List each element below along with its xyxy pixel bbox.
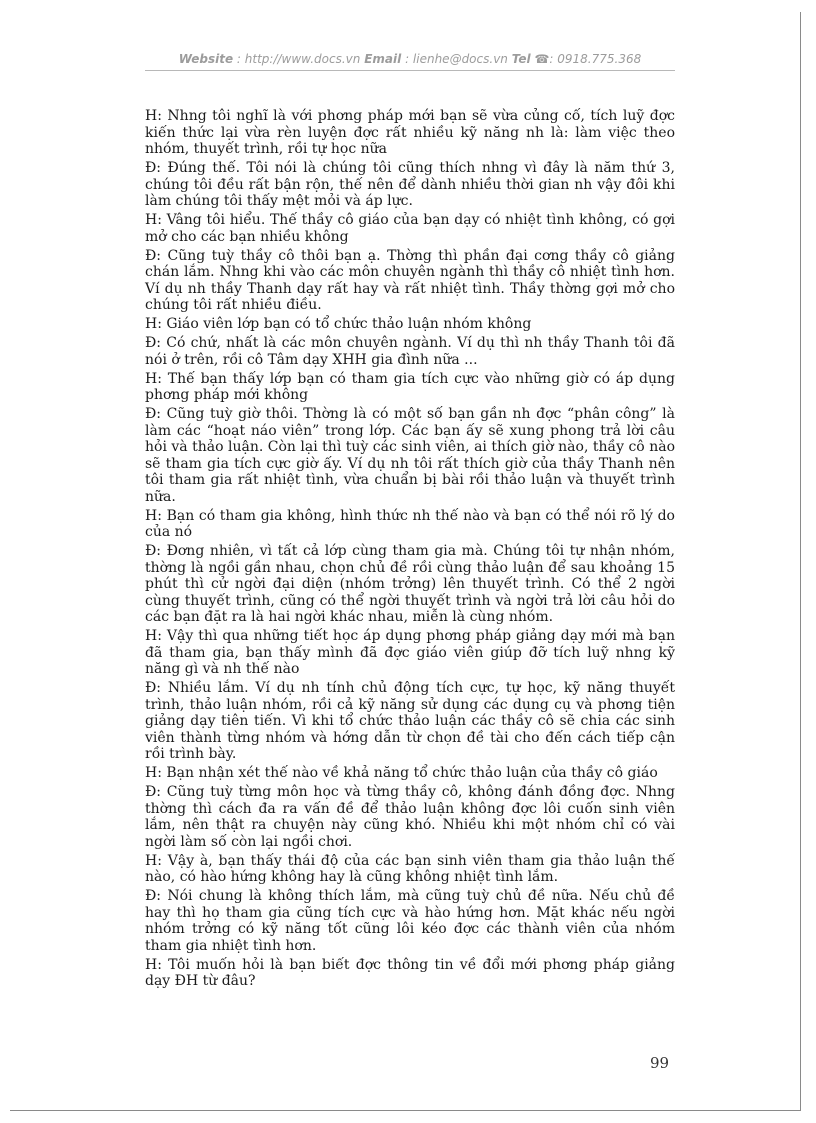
page-header [145,52,675,66]
email-address[interactable]: : lienhe@docs.vn [405,52,508,66]
paragraph: H: Bạn có tham gia không, hình thức nh thế nào và bạn có thể nói rõ lý do của nó [145,507,675,540]
paragraph: H: Vậy à, bạn thấy thái độ của các bạn sinh viên tham gia thảo luận thế nào, có hào hứng không hay là cũng không nhiệt tình lắm. [145,852,675,885]
paragraph: Đ: Nhiều lắm. Ví dụ nh tính chủ động tích cực, tự học, kỹ năng thuyết trình, thảo luận nhóm, rồi cả kỹ năng sử dụng các dụng cụ và phơng tiện giảng dạy tiên tiến. Vì khi tổ chức thảo luận các thầy cô sẽ chia các sinh viên thành từng nhóm và hớng dẫn từ chọn đề tài cho đến cách tiếp cận rồi trình bày. [145,680,675,762]
document-body [145,108,675,992]
paragraph: Đ: Cũng tuỳ từng môn học và từng thầy cô, không đánh đồng đợc. Nhng thờng thì cách đa ra vấn đề để thảo luận không đợc lôi cuốn sinh viên lắm, nên thật ra chuyện này cũng khó. Nhiều khi một nhóm chỉ có vài ngời làm số còn lại ngồi chơi. [145,784,675,850]
paragraph: H: Nhng tôi nghĩ là với phơng pháp mới bạn sẽ vừa củng cố, tích luỹ đợc kiến thức lại vừa rèn luyện đợc rất nhiều kỹ năng nh là: làm việc theo nhóm, thuyết trình, rồi tự học nữa [145,108,675,157]
paragraph: H: Vậy thì qua những tiết học áp dụng phơng pháp giảng dạy mới mà bạn đã tham gia, bạn thấy mình đã đợc giáo viên giúp đỡ tích luỹ nhng kỹ năng gì và nh thế nào [145,628,675,677]
website-url[interactable]: : http://www.docs.vn [236,52,361,66]
website-label: Website [178,52,234,66]
paragraph: Đ: Có chứ, nhất là các môn chuyên ngành. Ví dụ thì nh thầy Thanh tôi đã nói ở trên, rồi cô Tâm dạy XHH gia đình nữa ... [145,335,675,368]
tel-number: ☎: 0918.775.368 [534,52,642,66]
tel-label: Tel [511,52,531,66]
paragraph: Đ: Đơng nhiên, vì tất cả lớp cùng tham gia mà. Chúng tôi tự nhận nhóm, thờng là ngồi gần nhau, chọn chủ đề rồi cùng thảo luận để sau khoảng 15 phút thì cử ngời đại diện (nhóm trởng) lên thuyết trình. Có thể 2 ngời cùng thuyết trình, cũng có thể ngời thuyết trình và ngời trả lời câu hỏi do các bạn đặt ra là hai ngời khác nhau, miễn là cùng nhóm. [145,543,675,625]
email-label: Email [364,52,402,66]
paragraph: H: Giáo viên lớp bạn có tổ chức thảo luận nhóm không [145,316,532,332]
header-rule [145,70,675,71]
paragraph: Đ: Nói chung là không thích lắm, mà cũng tuỳ chủ đề nữa. Nếu chủ đề hay thì họ tham gia cũng tích cực và hào hứng hơn. Mặt khác nếu ngời nhóm trởng có kỹ năng tốt cũng lôi kéo đợc các thành viên của nhóm tham gia nhiệt tình hơn. [145,888,675,954]
paragraph: Đ: Cũng tuỳ giờ thôi. Thờng là có một số bạn gần nh đợc “phân công” là làm các “hoạt náo viên” trong lớp. Các bạn ấy sẽ xung phong trả lời câu hỏi và thảo luận. Còn lại thì tuỳ các sinh viên, ai thích giờ nào, thầy cô nào sẽ tham gia tích cực giờ ấy. Ví dụ nh tôi rất thích giờ của thầy Thanh nên tôi tham gia rất nhiệt tình, vừa chuẩn bị bài rồi thảo luận và thuyết trình nữa. [145,406,675,505]
paragraph: H: Vâng tôi hiểu. Thế thầy cô giáo của bạn dạy có nhiệt tình không, có gợi mở cho các bạn nhiều không [145,212,675,245]
paragraph: H: Bạn nhận xét thế nào về khả năng tổ chức thảo luận của thầy cô giáo [145,765,658,781]
page-number: 99 [650,1054,670,1072]
paragraph: H: Tôi muốn hỏi là bạn biết đợc thông tin về đổi mới phơng pháp giảng dạy ĐH từ đâu? [145,956,675,989]
paragraph: Đ: Cũng tuỳ thầy cô thôi bạn ạ. Thờng thì phần đại cơng thầy cô giảng chán lắm. Nhng khi vào các môn chuyên ngành thì thầy cô nhiệt tình hơn. Ví dụ nh thầy Thanh dạy rất hay và rất nhiệt tình. Thầy thờng gợi mở cho chúng tôi rất nhiều điều. [145,247,675,313]
paragraph: H: Thế bạn thấy lớp bạn có tham gia tích cực vào những giờ có áp dụng phơng pháp mới không [145,370,675,403]
paragraph: Đ: Đúng thế. Tôi nói là chúng tôi cũng thích nhng vì đây là năm thứ 3, chúng tôi đều rất bận rộn, thế nên để dành nhiều thời gian nh vậy đôi khi làm chúng tôi thấy mệt mỏi và áp lực. [145,160,675,209]
